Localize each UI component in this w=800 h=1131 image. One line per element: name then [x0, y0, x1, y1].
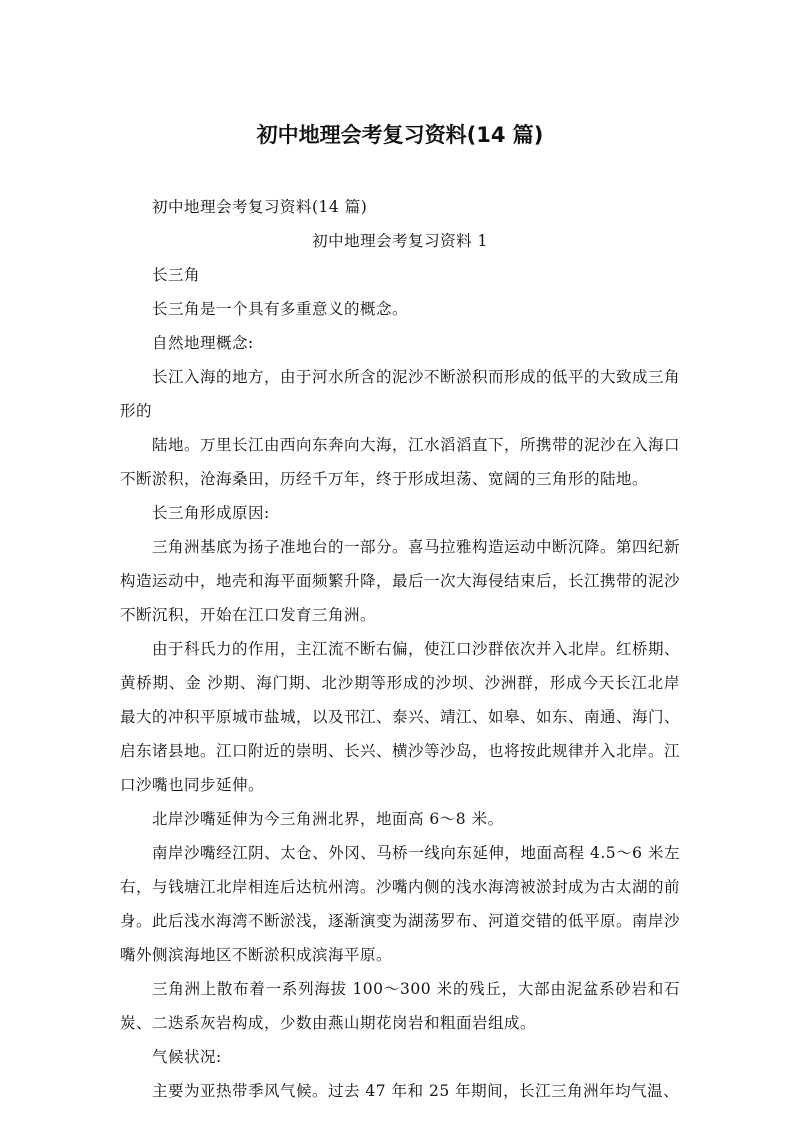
section-heading: 初中地理会考复习资料 1 — [312, 232, 488, 250]
paragraph: 自然地理概念: — [152, 334, 254, 352]
paragraph: 由于科氏力的作用，主江流不断右偏，使江口沙群依次并入北岸。红桥期、黄桥期、金 沙期、海门期、北沙期等形成的沙坝、沙洲群，形成今天长江北岸最大的冲积平原城市盐城，以及邗江、泰兴、靖江、如皋、如东、南通、海门、启东诸县地。江口附近的崇明、长兴、横沙等沙岛，也将按此规律并入北岸。江口沙嘴也同步延伸。 — [120, 640, 681, 794]
paragraph: 北岸沙嘴延伸为今三角洲北界，地面高 6～8 米。 — [152, 810, 504, 828]
paragraph: 长三角形成原因: — [152, 504, 270, 522]
paragraph: 主要为亚热带季风气候。过去 47 年和 25 年期间，长江三角洲年均气温、 — [152, 1082, 680, 1100]
paragraph: 长江入海的地方，由于河水所含的泥沙不断淤积而形成的低平的大致成三角形的 — [120, 368, 681, 420]
paragraph: 三角洲上散布着一系列海拔 100～300 米的残丘，大部由泥盆系砂岩和石炭、二迭系灰岩构成，少数由燕山期花岗岩和粗面岩组成。 — [120, 980, 680, 1032]
paragraph: 气候状况: — [152, 1048, 222, 1066]
paragraph: 长三角是一个具有多重意义的概念。 — [152, 300, 409, 318]
paragraph: 长三角 — [152, 266, 201, 284]
document-title: 初中地理会考复习资料(14 篇) — [256, 123, 544, 147]
paragraph: 三角洲基底为扬子准地台的一部分。喜马拉雅构造运动中断沉降。第四纪新构造运动中，地壳和海平面频繁升降，最后一次大海侵结束后，长江携带的泥沙不断沉积，开始在江口发育三角洲。 — [120, 538, 681, 624]
paragraph: 南岸沙嘴经江阴、太仓、外冈、马桥一线向东延伸，地面高程 4.5～6 米左右，与钱塘江北岸相连后达杭州湾。沙嘴内侧的浅水海湾被淤封成为古太湖的前身。此后浅水海湾不断淤浅，逐渐演变为湖荡罗布、河道交错的低平原。南岸沙嘴外侧滨海地区不断淤积成滨海平原。 — [120, 844, 681, 964]
paragraph: 陆地。万里长江由西向东奔向大海，江水滔滔直下，所携带的泥沙在入海口不断淤积，沧海桑田，历经千万年，终于形成坦荡、宽阔的三角形的陆地。 — [120, 436, 681, 488]
paragraph-subtitle: 初中地理会考复习资料(14 篇) — [152, 198, 368, 216]
document-body — [120, 190, 680, 1108]
